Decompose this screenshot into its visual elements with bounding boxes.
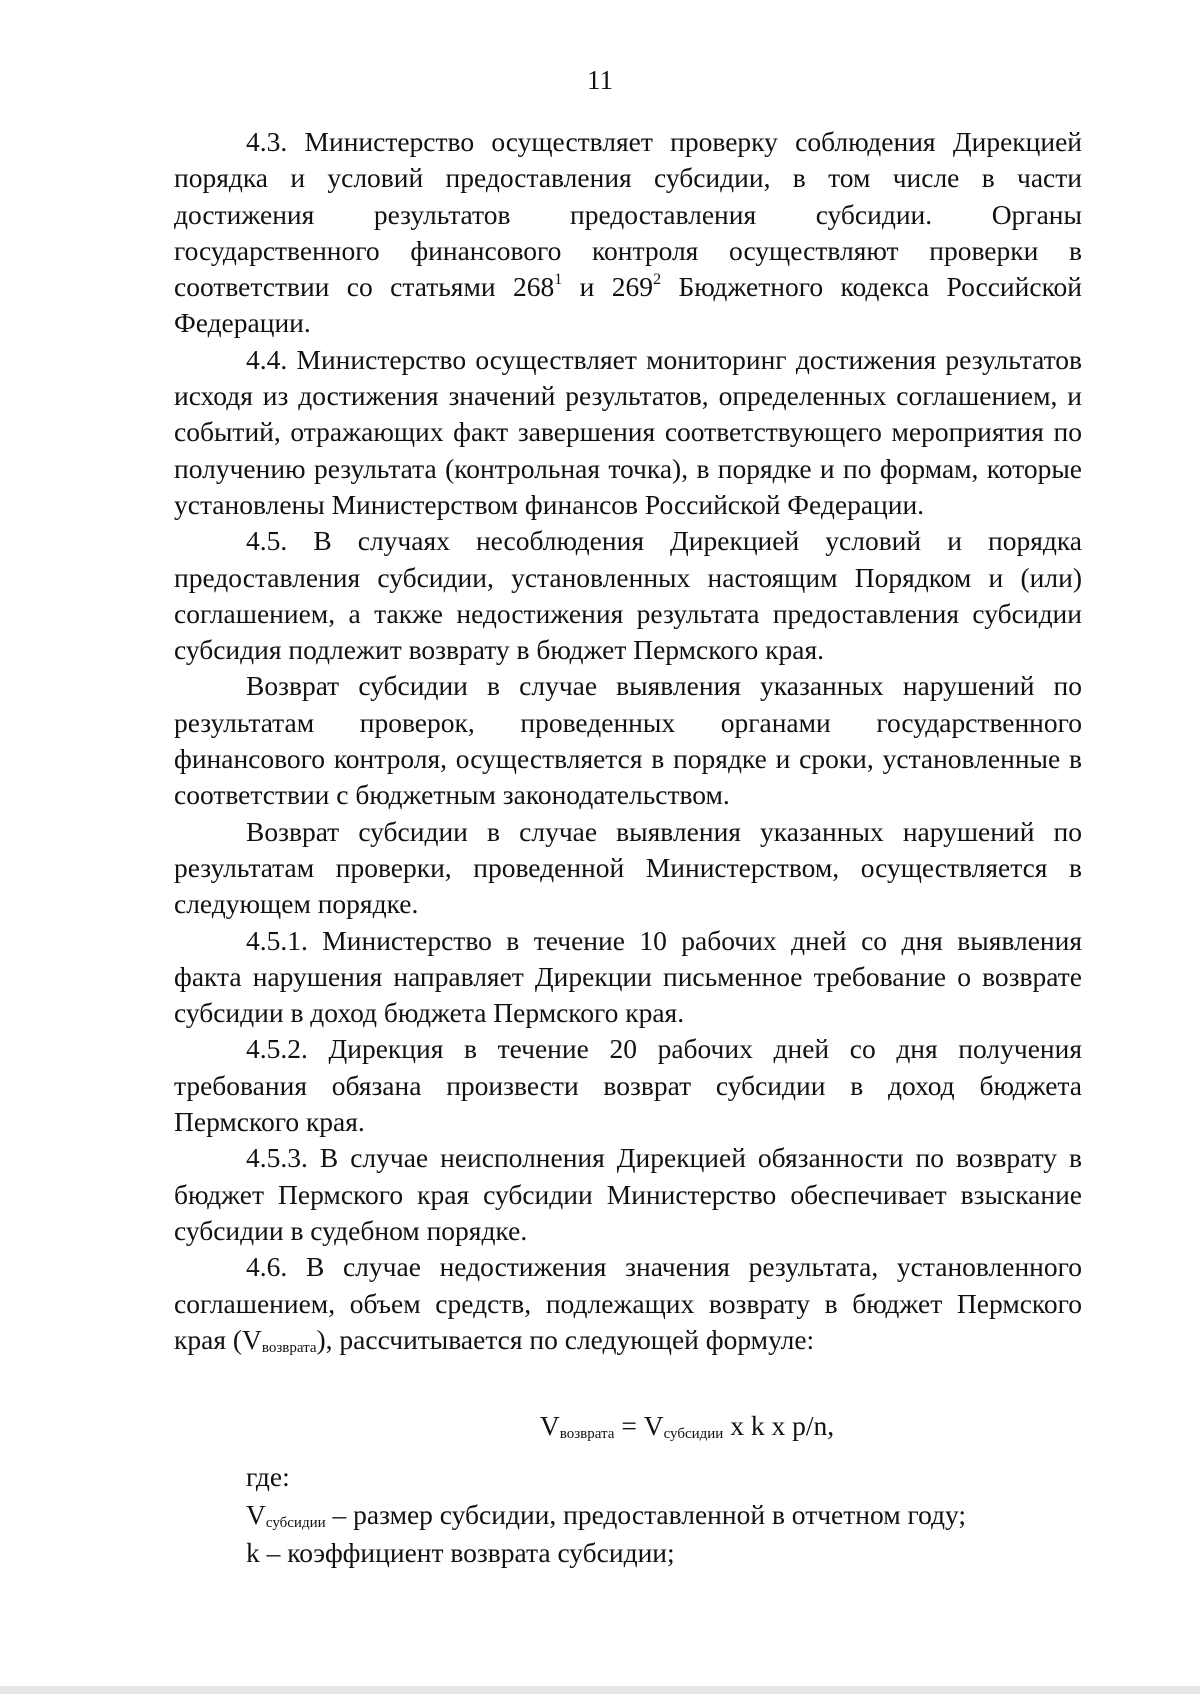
paragraph-4-3: 4.3. Министерство осуществляет проверку соблюдения Дирекцией порядка и условий предоставления субсидии, в том числе в части достижения результатов предоставления субсидии. Органы государственного финансового контроля осуществляют проверки в соответствии со статьями $268^1$ и $269^2$ Бюджетного кодекса Российской Федерации. [174,126,1082,339]
paragraph-4-5-2: 4.5.2. Дирекция в течение 20 рабочих дней со дня получения требования обязана произвести возврат субсидии в доход бюджета Пермского края. [174,1033,1082,1138]
return-formula: $V_{возврата} = V_{субсидии}$ x k x p/n, [539,1410,835,1443]
definition-v-subsidy: $V_{субсидии}$ – размер субсидии, предоставленной в отчетном году; [246,1499,967,1532]
formula-where: где: [246,1461,290,1493]
paragraph-4-5-1: 4.5.1. Министерство в течение 10 рабочих дней со дня выявления факта нарушения направляет Дирекции письменное требование о возврате субсидии в доход бюджета Пермского края. [174,924,1082,1029]
page-number: 11 [587,65,613,95]
document-body [174,124,1082,1572]
paragraph-4-5-3: 4.5.3. В случае неисполнения Дирекцией обязанности по возврату в бюджет Пермского края субсидии Министерство обеспечивает взыскание субсидии в судебном порядке. [174,1142,1082,1246]
paragraph-4-4: 4.4. Министерство осуществляет мониторинг достижения результатов исходя из достижения значений результатов, определенных соглашением, и событий, отражающих факт завершения соответствующего мероприятия по получению результата (контрольная точка), в порядке и по формам, которые установлены Министерством финансов Российской Федерации. [174,343,1082,520]
scan-bottom-edge [0,1686,1200,1694]
paragraph-4-5: 4.5. В случаях несоблюдения Дирекцией условий и порядка предоставления субсидии, установленных настоящим Порядком и (или) соглашением, а также недостижения результата предоставления субсидии субсидия подлежит возврату в бюджет Пермского края. [174,525,1082,666]
definition-k: k – коэффициент возврата субсидии; [246,1537,675,1569]
paragraph-4-6: 4.6. В случае недостижения значения результата, установленного соглашением, объем средств, подлежащих возврату в бюджет Пермского края $(V_{возврата})$, рассчитывается по следующей формуле: [174,1251,1082,1356]
paragraph-4-5-return-control: Возврат субсидии в случае выявления указанных нарушений по результатам проверок, проведенных органами государственного финансового контроля, осуществляется в порядке и сроки, установленные в соответствии с бюджетным законодательством. [174,670,1082,811]
paragraph-4-5-return-ministry: Возврат субсидии в случае выявления указанных нарушений по результатам проверки, проведенной Министерством, осуществляется в следующем порядке. [174,815,1082,920]
